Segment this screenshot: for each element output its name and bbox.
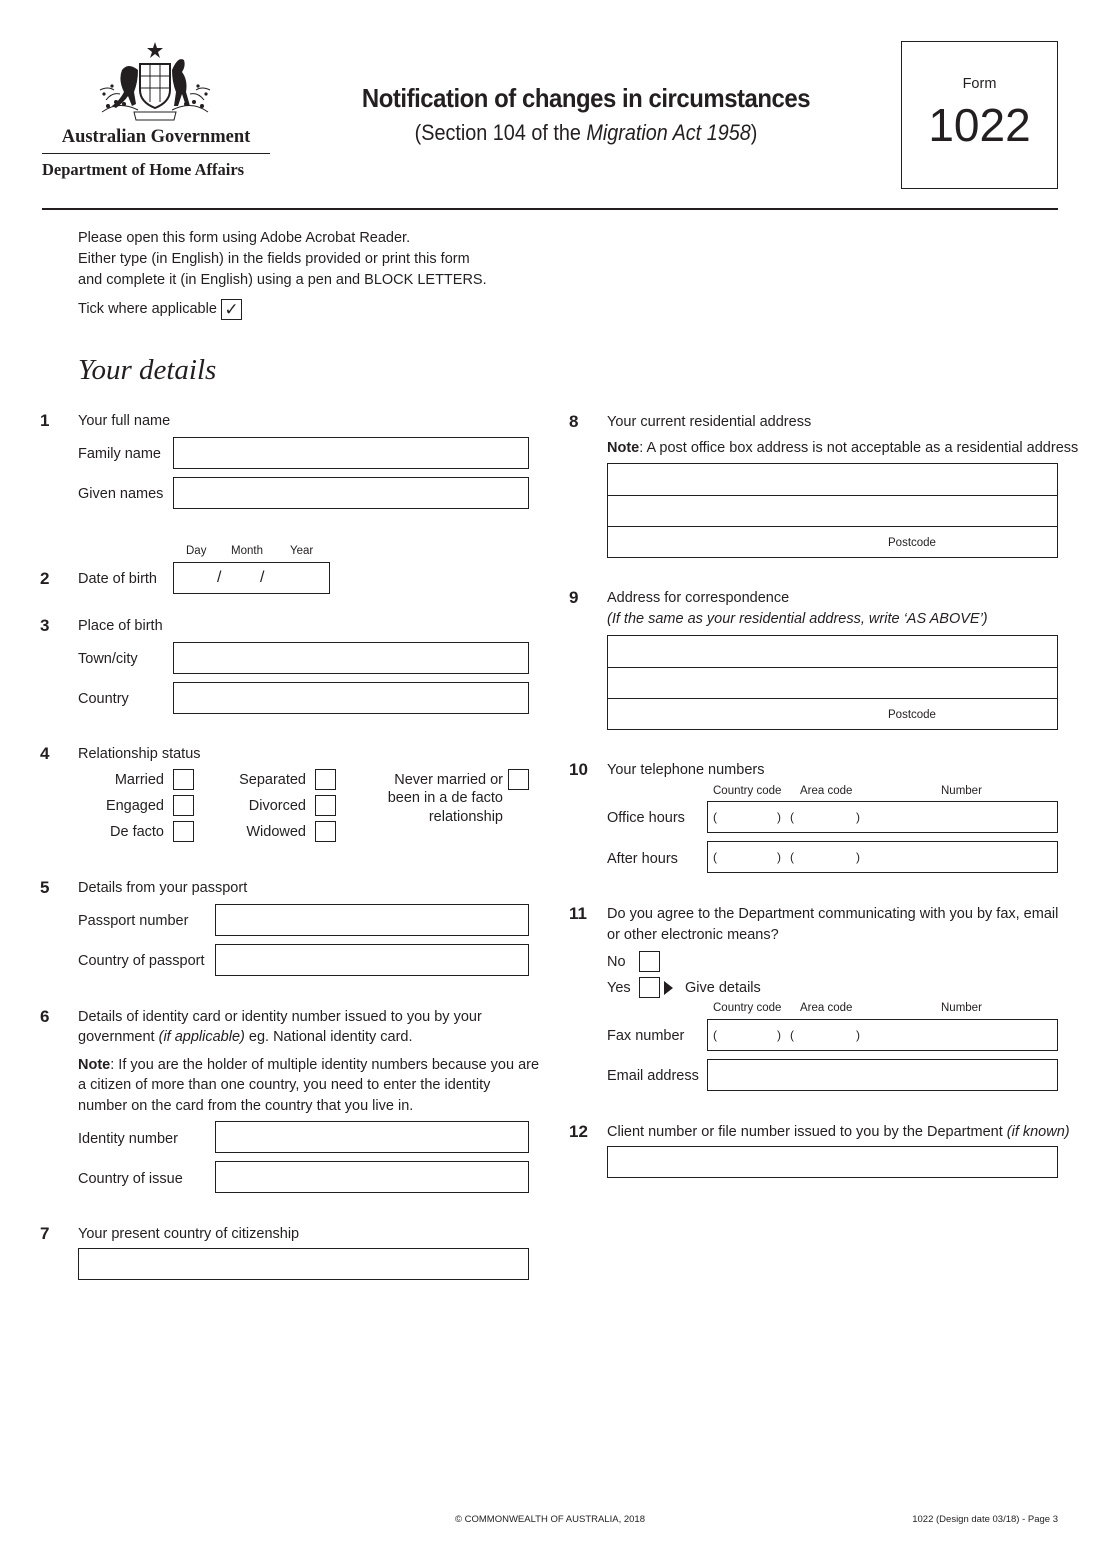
fax-number-header: Number: [941, 1002, 982, 1014]
intro-line-2: Either type (in English) in the fields provided or print this form: [78, 251, 470, 267]
q9-label: Address for correspondence: [607, 590, 790, 606]
page-subtitle: (Section 104 of the Migration Act 1958): [414, 120, 758, 145]
dob-year-label: Year: [290, 545, 314, 557]
q3-number: 3: [40, 616, 50, 635]
family-name-input[interactable]: [173, 437, 529, 469]
never-married-label-2: been in a de facto: [387, 790, 503, 806]
engaged-label: Engaged: [105, 798, 164, 814]
area-code-header: Area code: [800, 785, 853, 797]
q7-label: Your present country of citizenship: [78, 1226, 300, 1242]
q8-number: 8: [569, 412, 579, 431]
address-row-divider: [608, 526, 1057, 527]
identity-number-label: Identity number: [78, 1131, 178, 1147]
footer-copyright: © COMMONWEALTH OF AUSTRALIA, 2018: [455, 1514, 645, 1525]
country-issue-label: Country of issue: [78, 1171, 183, 1187]
q4-label: Relationship status: [78, 746, 201, 762]
address-row-divider: [608, 495, 1057, 496]
office-hours-label: Office hours: [607, 810, 685, 826]
after-hours-phone-input[interactable]: ( ) ( ): [707, 841, 1058, 873]
gov-name: Australian Government: [61, 127, 251, 147]
header-divider: [42, 153, 270, 154]
correspondence-address-input[interactable]: [607, 635, 1058, 730]
q12-number: 12: [569, 1122, 588, 1141]
q6-line-2: government (if applicable) eg. National identity card.: [78, 1029, 413, 1045]
q6-number: 6: [40, 1007, 50, 1026]
residential-address-input[interactable]: [607, 463, 1058, 558]
q6-line-1: Details of identity card or identity number issued to you by your: [78, 1009, 482, 1025]
separated-label: Separated: [239, 772, 306, 788]
fax-number-input[interactable]: ( ) ( ): [707, 1019, 1058, 1051]
dob-month-label: Month: [231, 545, 263, 557]
correspondence-postcode-label: Postcode: [888, 709, 936, 721]
passport-country-input[interactable]: [215, 944, 529, 976]
dob-input[interactable]: [173, 562, 330, 594]
married-checkbox[interactable]: [173, 769, 194, 790]
q9-hint: (If the same as your residential address, write ‘AS ABOVE’): [607, 611, 988, 627]
arrow-right-icon: [664, 981, 673, 995]
intro-line-3: and complete it (in English) using a pen and BLOCK LETTERS.: [78, 272, 487, 288]
q10-label: Your telephone numbers: [607, 762, 765, 778]
q11-number: 11: [569, 904, 587, 923]
q12-label: Client number or file number issued to you by the Department (if known): [607, 1124, 1070, 1140]
email-label: Email address: [607, 1068, 699, 1084]
dob-separator: /: [217, 569, 222, 586]
town-label: Town/city: [78, 651, 138, 667]
form-number: 1022: [928, 99, 1031, 151]
client-number-input[interactable]: [607, 1146, 1058, 1178]
q6-note-3: number on the card from the country that you live in.: [78, 1098, 414, 1114]
citizenship-input[interactable]: [78, 1248, 529, 1280]
header-rule: [42, 208, 1058, 210]
form-number-box: [901, 41, 1058, 189]
never-married-label-3: relationship: [428, 809, 503, 825]
family-name-label: Family name: [78, 446, 161, 462]
no-label: No: [607, 954, 626, 970]
department-name: Department of Home Affairs: [42, 160, 245, 179]
q5-number: 5: [40, 878, 50, 897]
q4-number: 4: [40, 744, 50, 763]
coat-of-arms-logo: [98, 40, 212, 124]
number-header: Number: [941, 785, 982, 797]
passport-number-input[interactable]: [215, 904, 529, 936]
q8-note: Note: A post office box address is not acceptable as a residential address: [607, 440, 1079, 456]
fax-country-code-header: Country code: [713, 1002, 782, 1014]
defacto-label: De facto: [110, 824, 164, 840]
separated-checkbox[interactable]: [315, 769, 336, 790]
checkmark-icon: ✓: [224, 300, 239, 319]
fax-area-code-header: Area code: [800, 1002, 853, 1014]
fax-number-label: Fax number: [607, 1028, 685, 1044]
q1-number: 1: [40, 411, 50, 430]
q8-label: Your current residential address: [607, 414, 812, 430]
q11-line-1: Do you agree to the Department communicating with you by fax, email: [607, 906, 1059, 922]
q9-number: 9: [569, 588, 579, 607]
q10-number: 10: [569, 760, 588, 779]
intro-line-1: Please open this form using Adobe Acrobat Reader.: [78, 230, 411, 246]
address-row-divider: [608, 698, 1057, 699]
yes-label: Yes: [607, 980, 631, 996]
given-names-input[interactable]: [173, 477, 529, 509]
divorced-label: Divorced: [248, 798, 306, 814]
page-title: Notification of changes in circumstances: [361, 83, 811, 113]
given-names-label: Given names: [78, 486, 164, 502]
after-hours-label: After hours: [607, 851, 678, 867]
never-married-label-1: Never married or: [394, 772, 503, 788]
tick-label: Tick where applicable: [78, 301, 217, 317]
widowed-checkbox[interactable]: [315, 821, 336, 842]
birth-country-label: Country: [78, 691, 129, 707]
identity-number-input[interactable]: [215, 1121, 529, 1153]
q3-label: Place of birth: [78, 618, 163, 634]
dob-separator: /: [260, 569, 265, 586]
footer-design-date: 1022 (Design date 03/18) - Page 3: [912, 1514, 1058, 1525]
dob-label: Date of birth: [78, 571, 157, 587]
never-married-checkbox[interactable]: [508, 769, 529, 790]
office-phone-input[interactable]: ( ) ( ): [707, 801, 1058, 833]
birth-country-input[interactable]: [173, 682, 529, 714]
dob-day-label: Day: [186, 545, 207, 557]
email-input[interactable]: [707, 1059, 1058, 1091]
passport-number-label: Passport number: [78, 913, 189, 929]
form-label: Form: [962, 76, 997, 92]
divorced-checkbox[interactable]: [315, 795, 336, 816]
section-title: Your details: [78, 354, 217, 386]
yes-checkbox[interactable]: [639, 977, 660, 998]
defacto-checkbox[interactable]: [173, 821, 194, 842]
country-code-header: Country code: [713, 785, 782, 797]
q5-label: Details from your passport: [78, 880, 248, 896]
address-row-divider: [608, 667, 1057, 668]
town-input[interactable]: [173, 642, 529, 674]
tick-example-box: [221, 299, 242, 320]
q7-number: 7: [40, 1224, 50, 1243]
widowed-label: Widowed: [246, 824, 306, 840]
give-details-label: Give details: [685, 980, 761, 996]
engaged-checkbox[interactable]: [173, 795, 194, 816]
married-label: Married: [114, 772, 164, 788]
q1-label: Your full name: [78, 413, 171, 429]
residential-postcode-label: Postcode: [888, 537, 936, 549]
no-checkbox[interactable]: [639, 951, 660, 972]
q6-note-1: Note: If you are the holder of multiple identity numbers because you are: [78, 1057, 540, 1073]
q11-line-2: or other electronic means?: [607, 927, 779, 943]
q6-note-2: a citizen of more than one country, you need to enter the identity: [78, 1077, 491, 1093]
q2-number: 2: [40, 569, 50, 588]
country-issue-input[interactable]: [215, 1161, 529, 1193]
passport-country-label: Country of passport: [78, 953, 205, 969]
